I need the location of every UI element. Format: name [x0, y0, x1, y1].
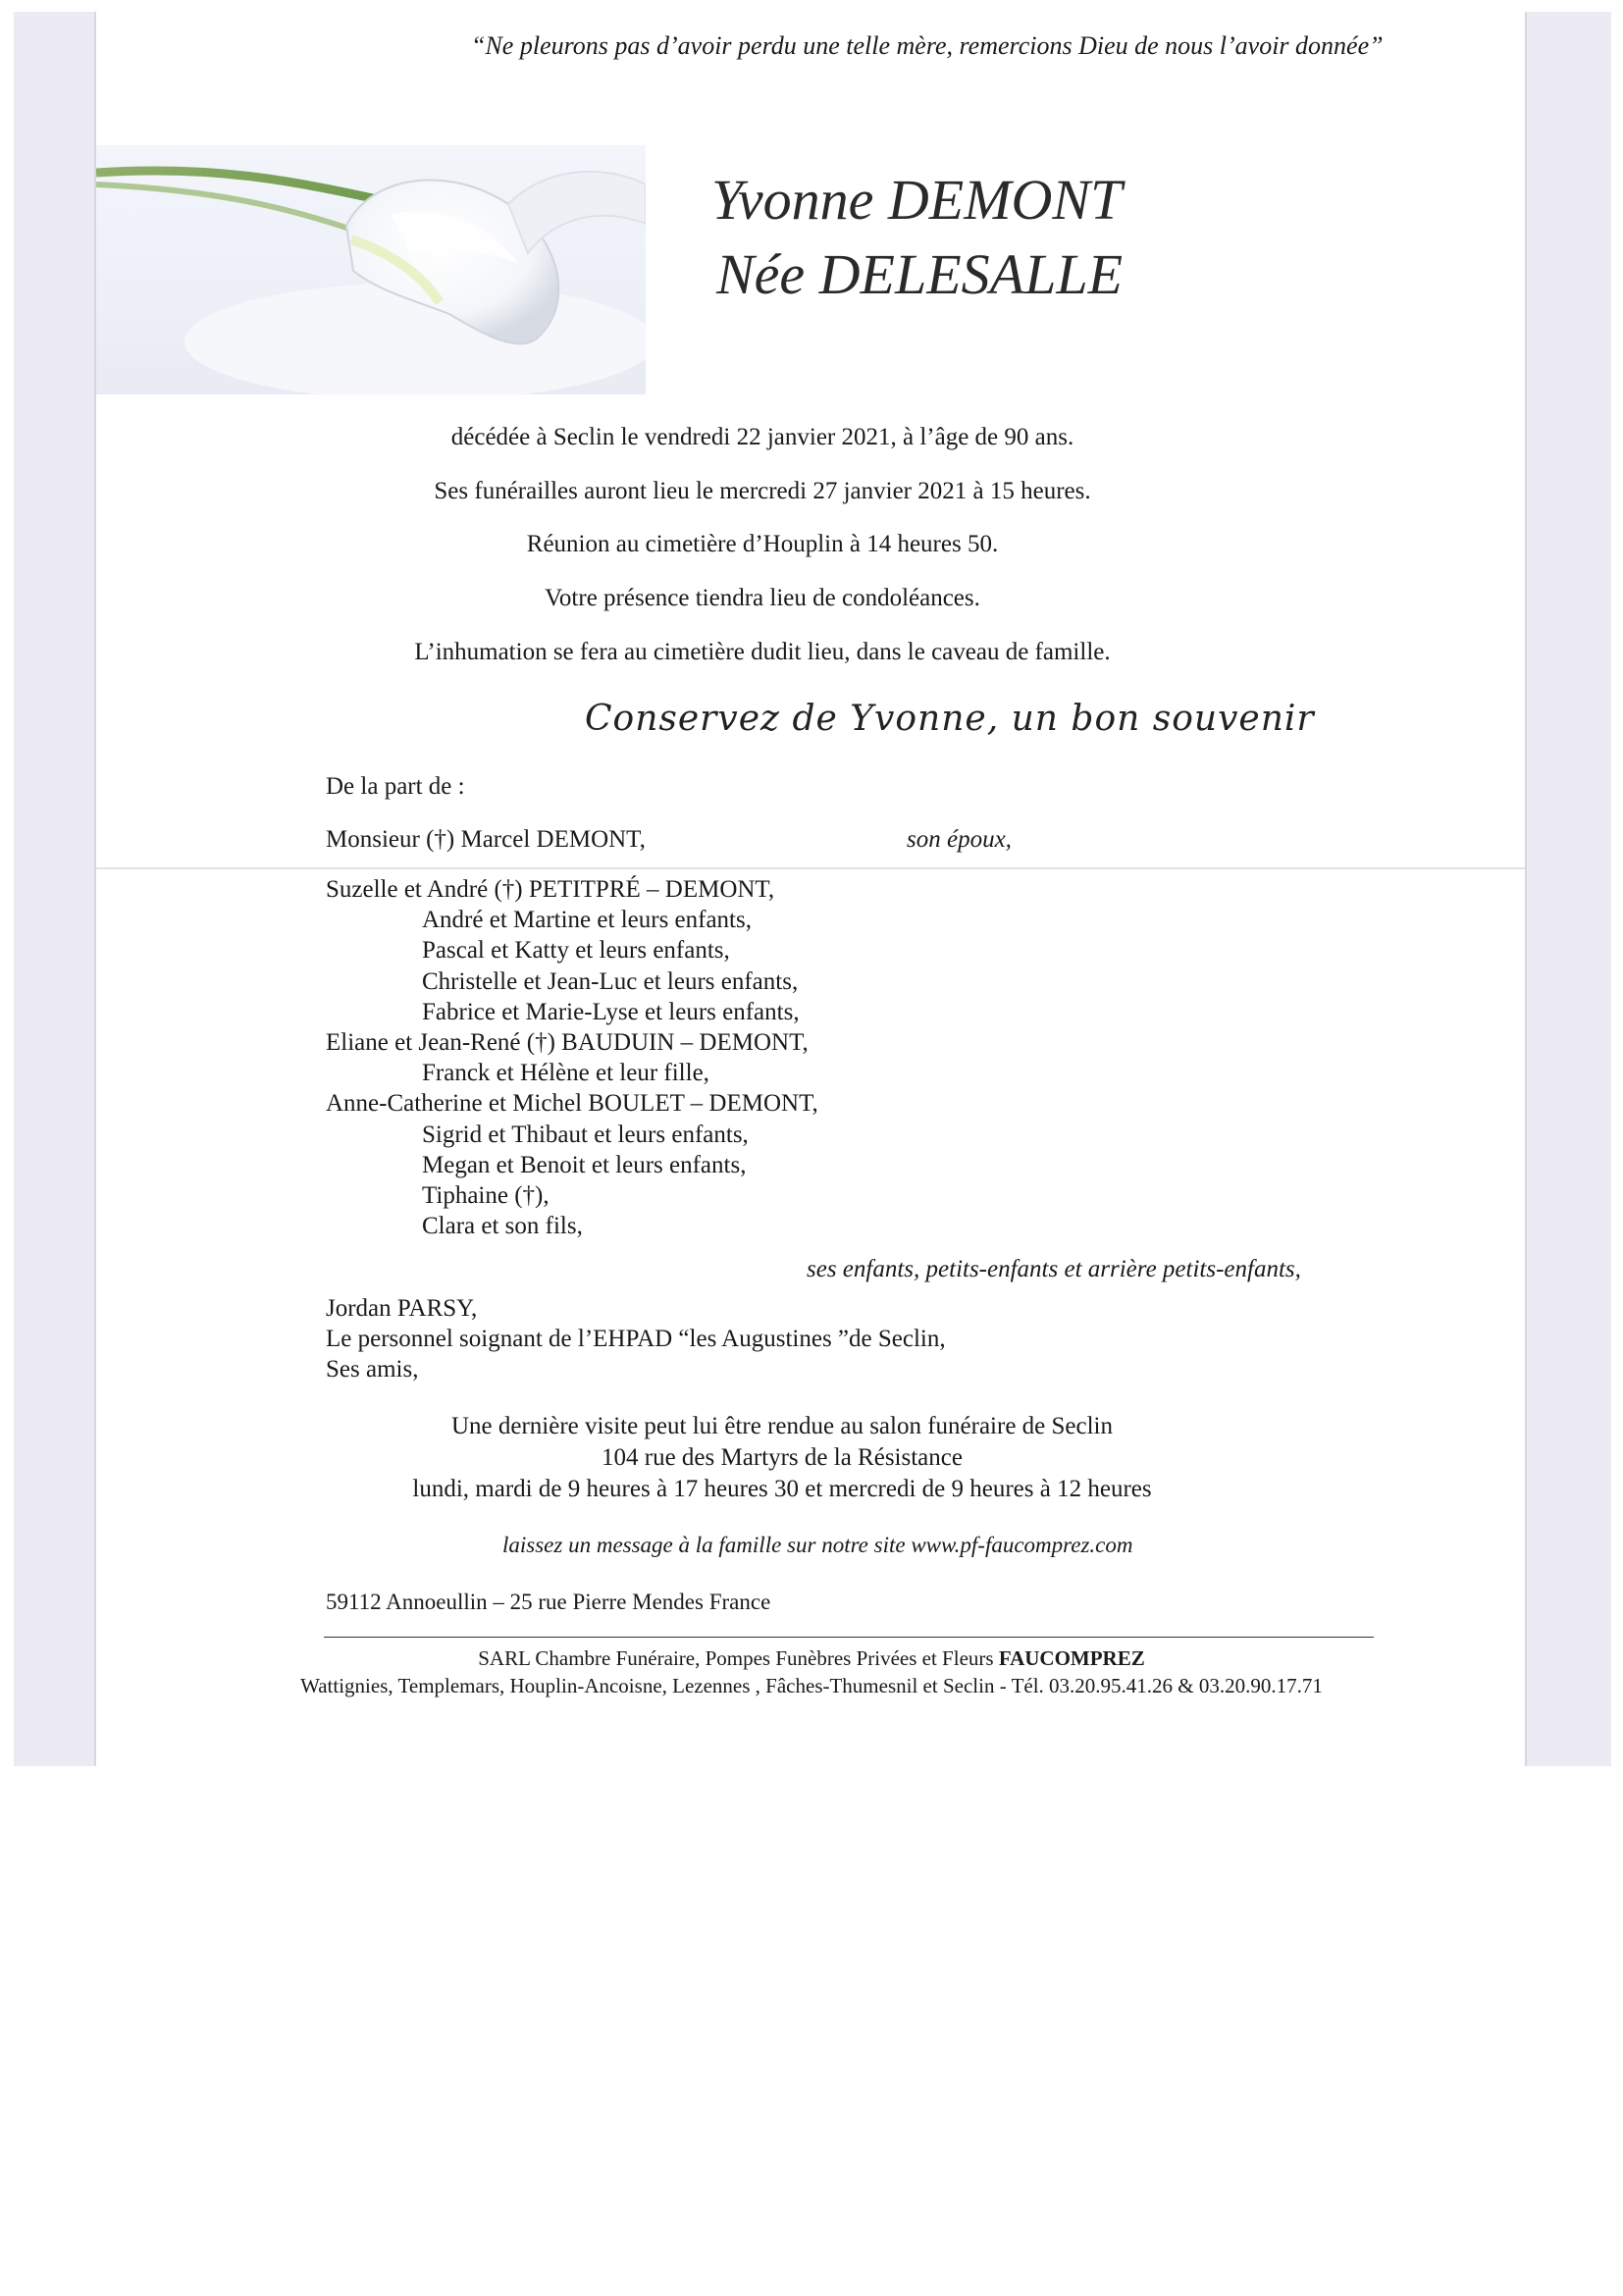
other-mourner: Ses amis,	[326, 1356, 419, 1383]
family-member-child: Sigrid et Thibaut et leurs enfants,	[422, 1122, 749, 1148]
family-member-child: Franck et Hélène et leur fille,	[422, 1060, 709, 1086]
meeting-line: Réunion au cimetière d’Houplin à 14 heures 50.	[526, 531, 999, 557]
remembrance-script: Conservez de Yvonne, un bon souvenir	[585, 699, 1315, 739]
footer-brand: FAUCOMPREZ	[998, 1646, 1145, 1670]
visit-address: 104 rue des Martyrs de la Résistance	[602, 1444, 963, 1471]
family-member-child: André et Martine et leurs enfants,	[422, 907, 752, 933]
family-member-household: Eliane et Jean-René (†) BAUDUIN – DEMONT,	[326, 1029, 809, 1056]
website-line: laissez un message à la famille sur notre site www.pf-faucomprez.com	[502, 1533, 1133, 1557]
family-member-household: Anne-Catherine et Michel BOULET – DEMONT,	[326, 1090, 818, 1117]
family-member-child: Pascal et Katty et leurs enfants,	[422, 937, 730, 964]
maiden-name: Née DELESALLE	[716, 242, 1124, 306]
calla-lily-illustration	[96, 145, 646, 394]
fold-line	[96, 867, 1525, 869]
funeral-date-line: Ses funérailles auront lieu le mercredi 27 janvier 2021 à 15 heures.	[434, 478, 1091, 504]
other-mourner: Jordan PARSY,	[326, 1295, 478, 1322]
funeral-home-address: 59112 Annoeullin – 25 rue Pierre Mendes France	[326, 1590, 771, 1614]
family-member-child: Megan et Benoit et leurs enfants,	[422, 1152, 747, 1178]
family-member-child: Tiphaine (†),	[422, 1182, 550, 1209]
epigraph-quote: “Ne pleurons pas d’avoir perdu une telle mère, remercions Dieu de nous l’avoir donnée”	[471, 31, 1384, 60]
family-member-child: Fabrice et Marie-Lyse et leurs enfants,	[422, 999, 800, 1025]
death-notice-line: décédée à Seclin le vendredi 22 janvier 2021, à l’âge de 90 ans.	[450, 424, 1074, 450]
footer-locations: Wattignies, Templemars, Houplin-Ancoisne, Lezennes , Fâches-Thumesnil et Seclin - Tél. 03.20.95.41.26 & 03.20.90.17.71	[300, 1674, 1323, 1697]
family-member-child: Clara et son fils,	[422, 1213, 583, 1239]
burial-line: L’inhumation se fera au cimetière dudit lieu, dans le caveau de famille.	[414, 639, 1111, 665]
condolences-line: Votre présence tiendra lieu de condoléances.	[545, 585, 980, 611]
visit-hours: lundi, mardi de 9 heures à 17 heures 30 et mercredi de 9 heures à 12 heures	[412, 1476, 1152, 1502]
spouse-relation: son époux,	[907, 826, 1012, 853]
deceased-name: Yvonne DEMONT	[711, 168, 1123, 232]
children-relation: ses enfants, petits-enfants et arrière petits-enfants,	[807, 1256, 1301, 1282]
spouse-name: Monsieur (†) Marcel DEMONT,	[326, 826, 646, 853]
other-mourner: Le personnel soignant de l’EHPAD “les Augustines ”de Seclin,	[326, 1326, 946, 1352]
footer-divider	[324, 1637, 1374, 1638]
family-member-household: Suzelle et André (†) PETITPRÉ – DEMONT,	[326, 876, 775, 903]
calla-lily-image	[96, 145, 646, 394]
footer-company-text: SARL Chambre Funéraire, Pompes Funèbres Privées et Fleurs	[478, 1646, 999, 1670]
footer-company	[0, 1646, 1623, 1671]
from-label: De la part de :	[326, 773, 465, 800]
family-member-child: Christelle et Jean-Luc et leurs enfants,	[422, 968, 799, 995]
visit-line: Une dernière visite peut lui être rendue au salon funéraire de Seclin	[450, 1413, 1114, 1439]
